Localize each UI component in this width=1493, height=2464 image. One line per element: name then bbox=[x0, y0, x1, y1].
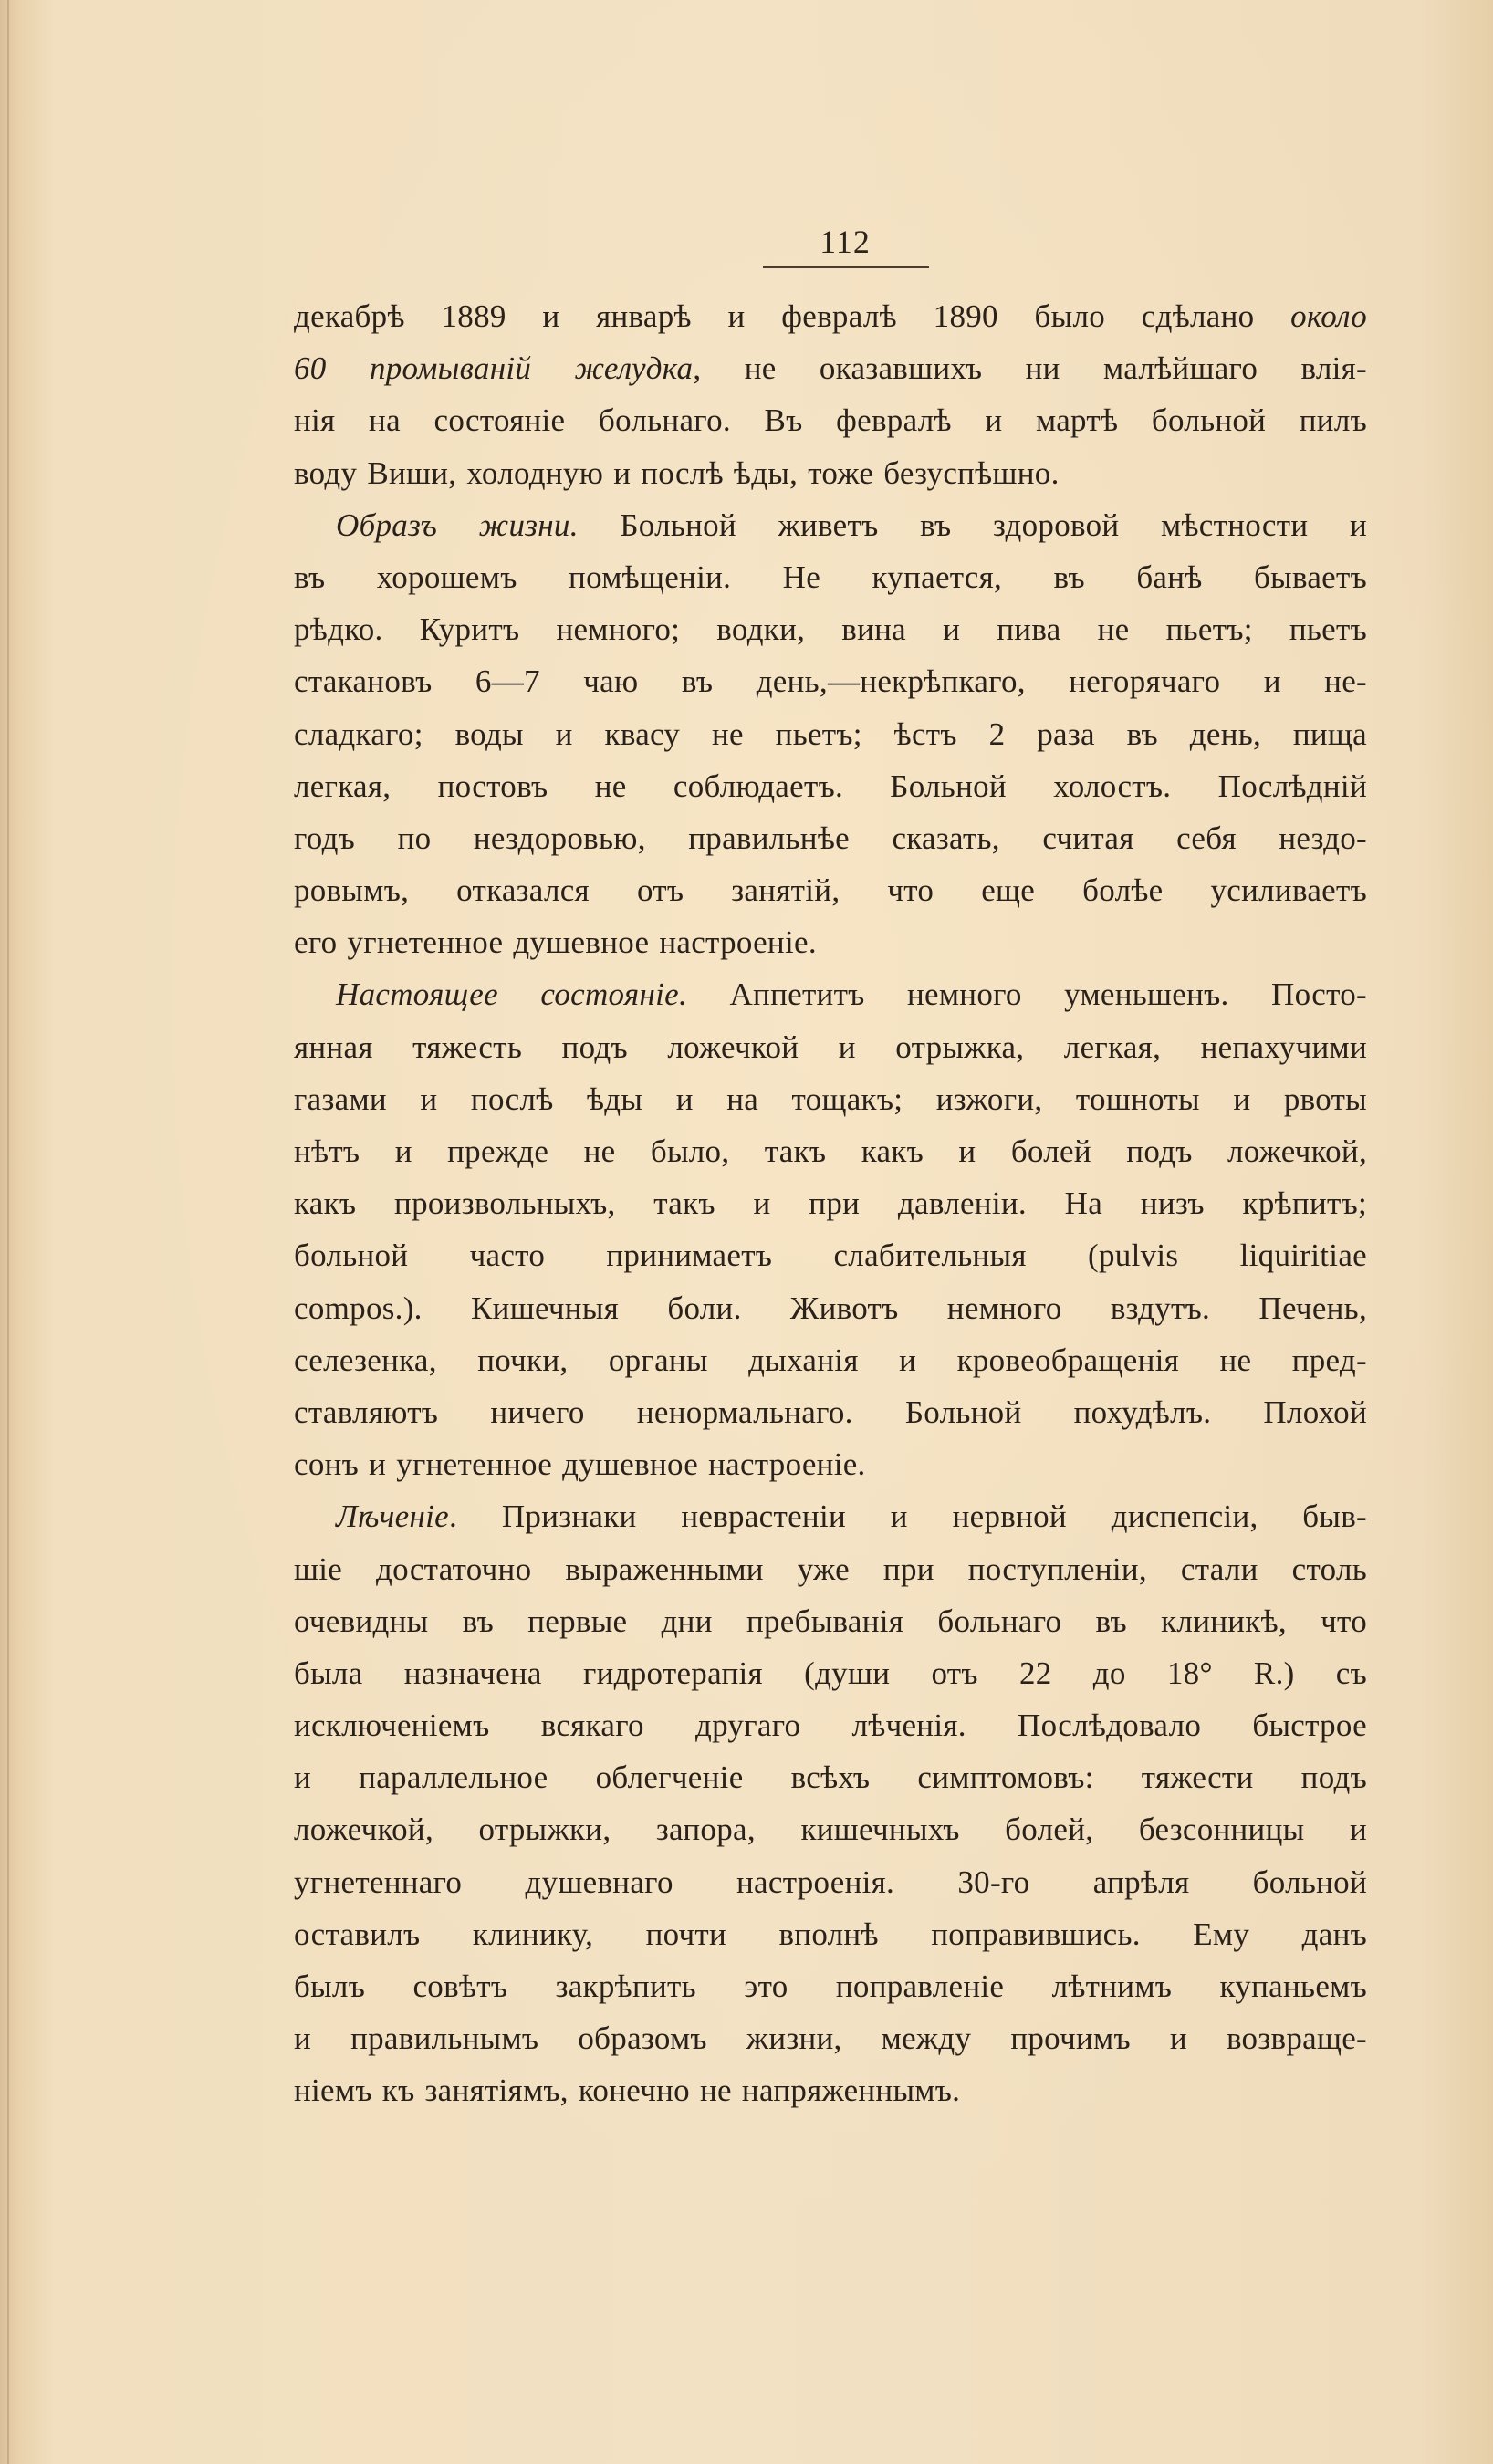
text-line bbox=[294, 1177, 1367, 1229]
text-line bbox=[294, 1073, 1367, 1125]
text-line bbox=[294, 447, 1367, 499]
text-line bbox=[294, 1803, 1367, 1855]
text-line bbox=[294, 342, 1367, 394]
header-rule bbox=[763, 266, 929, 268]
text-line bbox=[294, 394, 1367, 446]
text-run: газами и послѣ ѣды и на тощакъ; изжоги, тошноты и рвоты bbox=[294, 1081, 1367, 1117]
text-run: селезенка, почки, органы дыханія и кровеобращенія не пред- bbox=[294, 1342, 1367, 1378]
text-line bbox=[294, 968, 1367, 1020]
italic-run: около bbox=[1290, 298, 1367, 334]
text-run: была назначена гидротерапія (души отъ 22 до 18° R.) съ bbox=[294, 1655, 1367, 1691]
text-line bbox=[294, 1543, 1367, 1595]
text-line bbox=[294, 551, 1367, 603]
text-run: ложечкой, отрыжки, запора, кишечныхъ болей, безсонницы и bbox=[294, 1811, 1367, 1848]
text-run: . Признаки неврастеніи и нервной диспепсіи, быв- bbox=[449, 1498, 1367, 1535]
text-line bbox=[294, 499, 1367, 551]
text-run: годъ по нездоровью, правильнѣе сказать, считая себя нездо- bbox=[294, 820, 1367, 856]
text-run: Аппетитъ немного уменьшенъ. Посто- bbox=[687, 976, 1368, 1013]
text-line bbox=[294, 1334, 1367, 1386]
text-run: ровымъ, отказался отъ занятій, что еще болѣе усиливаетъ bbox=[294, 872, 1367, 909]
text-run: въ хорошемъ помѣщеніи. Не купается, въ банѣ бываетъ bbox=[294, 559, 1367, 595]
text-run: рѣдко. Куритъ немного; водки, вина и пива не пьетъ; пьетъ bbox=[294, 611, 1367, 648]
paragraph bbox=[294, 968, 1367, 1490]
paragraph bbox=[294, 1490, 1367, 2116]
text-line bbox=[294, 1386, 1367, 1438]
text-run: воду Виши, холодную и послѣ ѣды, тоже безуспѣшно. bbox=[294, 454, 1060, 491]
text-run: исключеніемъ всякаго другаго лѣченія. Послѣдовало быстрое bbox=[294, 1707, 1367, 1744]
text-line bbox=[294, 655, 1367, 707]
text-line bbox=[294, 1699, 1367, 1751]
text-run: и параллельное облегченіе всѣхъ симптомовъ: тяжести подъ bbox=[294, 1759, 1367, 1796]
italic-run: Образъ жизни. bbox=[336, 506, 579, 543]
text-run: и правильнымъ образомъ жизни, между прочимъ и возвраще- bbox=[294, 2020, 1367, 2057]
text-line bbox=[294, 1229, 1367, 1281]
text-run: оставилъ клинику, почти вполнѣ поправившись. Ему данъ bbox=[294, 1916, 1367, 1952]
text-line bbox=[294, 1438, 1367, 1490]
text-run: сонъ и угнетенное душевное настроеніе. bbox=[294, 1446, 866, 1483]
text-line bbox=[294, 1908, 1367, 1960]
text-line bbox=[294, 290, 1367, 342]
text-run: Больной живетъ въ здоровой мѣстности и bbox=[578, 506, 1367, 543]
text-line bbox=[294, 812, 1367, 864]
page-gutter-edge bbox=[7, 0, 9, 2464]
italic-run: Настоящее состояніе. bbox=[336, 976, 688, 1013]
text-line bbox=[294, 1125, 1367, 1177]
text-line bbox=[294, 1282, 1367, 1334]
paragraph bbox=[294, 290, 1367, 499]
text-line bbox=[294, 760, 1367, 812]
text-run: какъ произвольныхъ, такъ и при давленіи. На низъ крѣпитъ; bbox=[294, 1185, 1367, 1222]
paragraph bbox=[294, 499, 1367, 969]
text-run: сладкаго; воды и квасу не пьетъ; ѣстъ 2 раза въ день, пища bbox=[294, 715, 1367, 752]
text-line bbox=[294, 1856, 1367, 1908]
text-run: больной часто принимаетъ слабительныя (pulvis liquiritiae bbox=[294, 1237, 1367, 1274]
text-line bbox=[294, 603, 1367, 655]
text-run: стакановъ 6—7 чаю въ день,—некрѣпкаго, негорячаго и не- bbox=[294, 663, 1367, 700]
text-run: , не оказавшихъ ни малѣйшаго влія- bbox=[693, 350, 1367, 387]
text-line bbox=[294, 1595, 1367, 1647]
text-line bbox=[294, 1960, 1367, 2012]
text-run: очевидны въ первые дни пребыванія больнаго въ клиникѣ, что bbox=[294, 1603, 1367, 1639]
text-line bbox=[294, 864, 1367, 916]
text-run: ніемъ къ занятіямъ, конечно не напряженнымъ. bbox=[294, 2072, 961, 2109]
text-run: compos.). Кишечныя боли. Животъ немного вздутъ. Печень, bbox=[294, 1289, 1367, 1326]
body-text bbox=[294, 290, 1367, 2117]
text-line bbox=[294, 2012, 1367, 2064]
text-run: янная тяжесть подъ ложечкой и отрыжка, легкая, непахучими bbox=[294, 1028, 1367, 1065]
text-line bbox=[294, 1647, 1367, 1699]
text-line bbox=[294, 1490, 1367, 1542]
text-run: его угнетенное душевное настроеніе. bbox=[294, 924, 817, 961]
text-run: декабрѣ 1889 и январѣ и февралѣ 1890 было сдѣлано bbox=[294, 298, 1291, 334]
text-run: нія на состояніе больнаго. Въ февралѣ и мартѣ больной пилъ bbox=[294, 402, 1367, 439]
text-run: ставляютъ ничего ненормальнаго. Больной похудѣлъ. Плохой bbox=[294, 1394, 1367, 1430]
text-line bbox=[294, 1751, 1367, 1803]
page-number: 112 bbox=[820, 224, 871, 260]
text-line bbox=[294, 916, 1367, 968]
text-run: нѣтъ и прежде не было, такъ какъ и болей подъ ложечкой, bbox=[294, 1133, 1367, 1169]
text-run: угнетеннаго душевнаго настроенія. 30-го апрѣля больной bbox=[294, 1864, 1367, 1900]
italic-run: Лѣченіе bbox=[336, 1498, 450, 1535]
text-run: легкая, постовъ не соблюдаетъ. Больной холостъ. Послѣдній bbox=[294, 767, 1367, 804]
text-run: былъ совѣтъ закрѣпить это поправленіе лѣтнимъ купаньемъ bbox=[294, 1968, 1367, 2004]
text-line bbox=[294, 2064, 1367, 2116]
text-line bbox=[294, 708, 1367, 760]
italic-run: 60 промываній желудка bbox=[294, 350, 694, 387]
text-line bbox=[294, 1021, 1367, 1073]
text-run: шіе достаточно выраженными уже при поступленіи, стали столь bbox=[294, 1550, 1367, 1587]
